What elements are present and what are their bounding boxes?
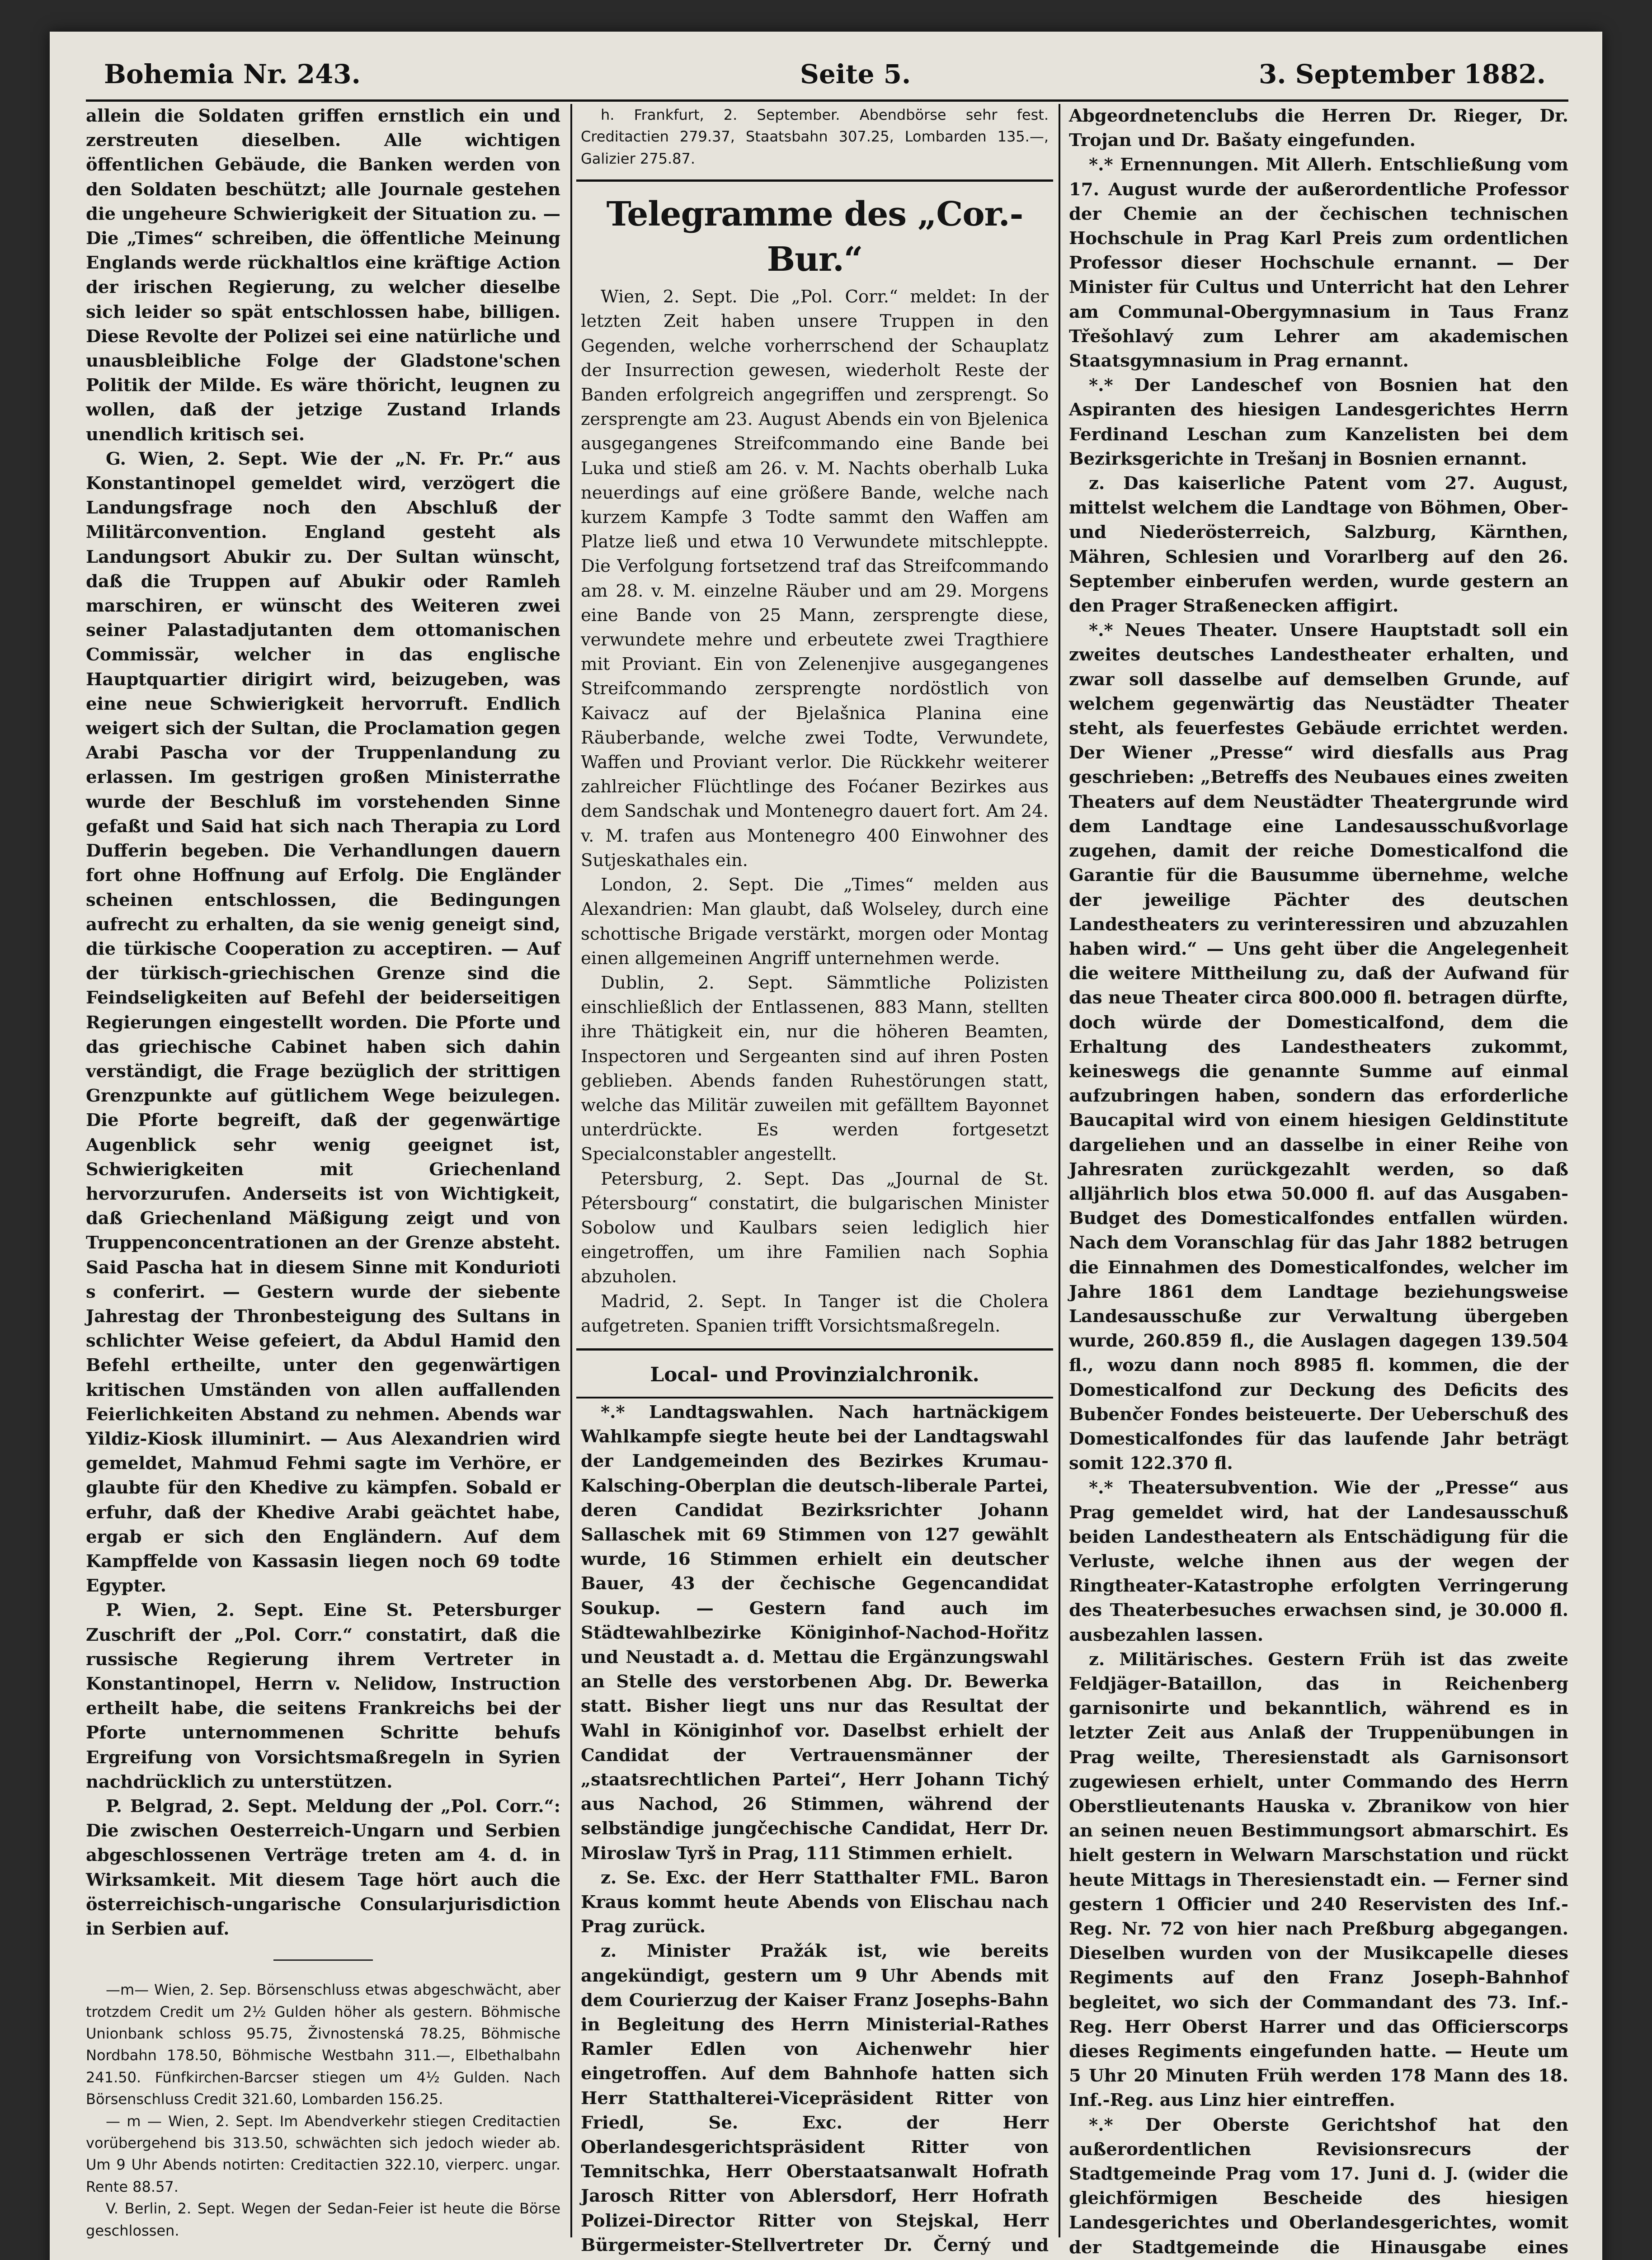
boerse-berlin: V. Berlin, 2. Sept. Wegen der Sedan-Feier ist heute die Börse geschlossen. [86,2200,560,2239]
column-1 [86,104,560,2239]
article-wien-petersburg: P. Wien, 2. Sept. Eine St. Petersburger Zuschrift der „Pol. Corr.“ constatirt, daß die russische Regierung ihrem Vertreter in Konstantinopel, Herrn v. Nelidow, Instruction ertheilt habe, die seitens Frankreichs bei der Pforte unternommenen Schritte behufs Ergreifung von Vorsichtsmaßregeln in Syrien nachdrücklich zu unterstützen. [86,1600,560,1792]
local-continued: Abgeordnetenclubs die Herren Dr. Rieger, Dr. Trojan und Dr. Bašaty eingefunden. [1069,106,1568,151]
telegram-wien: Wien, 2. Sept. Die „Pol. Corr.“ meldet: In der letzten Zeit haben unsere Truppen in den Gegenden, welche vorherrschend der Schauplatz der Insurrection gewesen, wiederholt Reste der Banden erfolgreich angegriffen und zersprengt. So zersprengte am 23. August Abends ein von Bjelenica ausgegangenes Streifcommando eine Bande bei Luka und stieß am 26. v. M. Nachts oberhalb Luka neuerdings auf eine größere Bande, welche nach kurzem Kampfe 3 Todte sammt den Waffen am Platze ließ und etwa 10 Verwundete mitschleppte. Die Verfolgung fortsetzend traf das Streifcommando am 28. v. M. einzelne Räuber und am 29. Morgens eine Bande von 25 Mann, zersprengte diese, verwundete mehre und erbeutete zwei Tragthiere mit Proviant. Ein von Zelenenjive ausgegangenes Streifcommando zersprengte nordöstlich von Kaivacz auf der Bjelašnica Planina eine Räuberbande, welche zwei Todte, Verwundete, Waffen und Proviant verlor. Die Rückkehr weiterer zahlreicher Flüchtlinge des Foćaner Bezirkes aus dem Sandschak und Montenegro dauert fort. Am 24. v. M. trafen aus Montenegro 400 Einwohner des Sutjeskathales ein. [581,287,1049,871]
local-statthalter: z. Se. Exc. der Herr Statthalter FML. Baron Kraus kommt heute Abends von Elischau nach Prag zurück. [581,1867,1049,1937]
article-wien-konstantinopel: G. Wien, 2. Sept. Wie der „N. Fr. Pr.“ aus Konstantinopel gemeldet wird, verzögert die Landungsfrage noch den Abschluß der Militärconvention. England gesteht als Landungsort Abukir zu. Der Sultan wünscht, daß die Truppen auf Abukir oder Ramleh marschiren, er wünscht des Weiteren zwei seiner Palastadjutanten dem ottomanischen Commissär, welcher in das englische Hauptquartier dirigirt wird, beizugeben, was eine neue Schwierigkeit hervorruft. Endlich weigert sich der Sultan, die Proclamation gegen Arabi Pascha vor der Truppenlandung zu erlassen. Im gestrigen großen Ministerrathe wurde der Beschluß im vorstehenden Sinne gefaßt und Said hat sich nach Therapia zu Lord Dufferin begeben. Die Verhandlungen dauern fort ohne Hoffnung auf Erfolg. Die Engländer scheinen entschlossen, die Bedingungen aufrecht zu erhalten, da sie wenig geneigt sind, die türkische Cooperation zu acceptiren. — Auf der türkisch-griechischen Grenze sind die Feindseligkeiten auf Befehl der beiderseitigen Regierungen eingestellt worden. Die Pforte und das griechische Cabinet haben sich dahin verständigt, die Frage bezüglich der strittigen Grenzpunkte auf gütlichem Wege beizulegen. Die Pforte begreift, daß der gegenwärtige Augenblick sehr wenig geeignet ist, Schwierigkeiten mit Griechenland hervorzurufen. Anderseits ist von Wichtigkeit, daß Griechenland Mäßigung zeigt und von Truppenconcentrationen an der Grenze absteht. Said Pascha hat in diesem Sinne mit Kondurioti s conferirt. — Gestern wurde der siebente Jahrestag der Thronbesteigung des Sultans in schlichter Weise gefeiert, da Abdul Hamid den Befehl ertheilte, unter den gegenwärtigen kritischen Umständen von allen auffallenden Feierlichkeiten Abstand zu nehmen. Abends war Yildiz-Kiosk illuminirt. — Aus Alexandrien wird gemeldet, Mahmud Fehmi sagte im Verhöre, er glaubte für den Khedive zu kämpfen. Sobald er erfuhr, daß der Khedive Arabi geächtet habe, ergab er sich den Engländern. Auf dem Kampffelde von Kassasin liegen noch 69 todte Egypter. [86,448,560,1596]
local-theatersubvention: *.* Theatersubvention. Wie der „Presse“ aus Prag gemeldet wird, hat der Landesausschuß beiden Landestheatern als Entschädigung für die Verluste, welche ihnen aus der wegen der Ringtheater-Katastrophe erfolgten Verringerung des Theaterbesuches erwachsen sind, je 30.000 fl. ausbezahlen lassen. [1069,1478,1568,1645]
newspaper-issue: Bohemia Nr. 243. [104,59,361,89]
local-landeschef-bosnien: *.* Der Landeschef von Bosnien hat den Aspiranten des hiesigen Landesgerichtes Herrn Ferdinand Leschan zum Kanzelisten bei dem Bezirksgerichte in Trešanj in Bosnien ernannt. [1069,375,1568,469]
column-rule-2 [1059,104,1060,2237]
boerse-wien: —m— Wien, 2. Sep. Börsenschluss etwas abgeschwächt, aber trotzdem Credit um 2½ Gulden höher als gestern. Böhmische Unionbank schloss 95.75, Živnostenská 78.25, Böhmische Nordbahn 178.50, Böhmische Westbahn 311.—, Elbethalbahn 241.50. Fünfkirchen-Barcser stiegen um 4½ Gulden. Nach Börsenschluss Credit 321.60, Lombarden 156.25. [86,1981,560,2108]
section-divider [576,1397,1053,1398]
local-neues-theater: *.* Neues Theater. Unsere Hauptstadt soll ein zweites deutsches Landestheater erhalten, und zwar soll dasselbe auf demselben Grunde, auf welchem gegenwärtig das Neustädter Theater steht, als feuerfestes Gebäude errichtet werden. Der Wiener „Presse“ wird diesfalls aus Prag geschrieben: „Betreffs des Neubaues eines zweiten Theaters auf dem Neustädter Theatergrunde wird dem Landtage eine Landesausschußvorlage zugehen, damit der reiche Domesticalfond die Garantie für die Bausumme übernehme, welche der jeweilige Pächter des deutschen Landestheaters zu verinteressiren und abzuzahlen haben wird.“ — Uns geht über die Angelegenheit die weitere Mittheilung zu, daß der Aufwand für das neue Theater circa 800.000 fl. betragen dürfte, doch würde der Domesticalfond, dem die Erhaltung des Landestheaters zukommt, keineswegs die genannte Summe auf einmal aufzubringen haben, sondern das erforderliche Baucapital wird von einem hiesigen Geldinstitute dargeliehen und an dasselbe in einer Reihe von Jahresraten zurückgezahlt werden, so daß alljährlich blos etwa 50.000 fl. auf das Ausgaben-Budget des Domesticalfondes entfallen würden. Nach dem Voranschlag für das Jahr 1882 betrugen die Einnahmen des Domesticalfondes, welcher im Jahre 1861 dem Landtage beziehungsweise Landesausschuße zur Verwaltung übergeben wurde, 260.859 fl., die Auslagen dagegen 139.504 fl., wozu dann noch 8985 fl. kommen, die der Domesticalfond zur Deckung des Deficits des Bubenčer Fondes beisteuerte. Der Ueberschuß des Domesticalfondes für das laufende Jahr beträgt somit 122.370 fl. [1069,620,1568,1474]
section-divider [273,1959,373,1961]
local-section-title: Local- und Provinzialchronik. [650,1363,979,1386]
local-minister-prazak: z. Minister Pražák ist, wie bereits angekündigt, gestern um 9 Uhr Abends mit dem Courierzug der Kaiser Franz Josephs-Bahn in Begleitung des Herrn Ministerial-Rathes Ramler Edlen von Aichenwehr hier eingetroffen. Auf dem Bahnhofe hatten sich Herr Statthalterei-Vicepräsident Ritter von Friedl, Se. Exc. der Herr Oberlandesgerichtspräsident Ritter von Temnitschka, Herr Oberstaatsanwalt Hofrath Jarosch Ritter von Ablersdorf, Herr Hofrath Polizei-Director Ritter von Stejskal, Herr Bürgermeister-Stellvertreter Dr. Černý und [581,1941,1049,2255]
section-divider [576,179,1053,182]
article-belgrad: P. Belgrad, 2. Sept. Meldung der „Pol. Corr.“: Die zwischen Oesterreich-Ungarn und Serbien abgeschlossenen Verträge treten am 4. d. in Wirksamkeit. Mit diesem Tage hört auch die österreichisch-ungarische Consularjurisdiction in Serbien auf. [86,1796,560,1940]
boerse-frankfurt: h. Frankfurt, 2. September. Abendbörse sehr fest. Creditactien 279.37, Staatsbahn 307.25, Lombarden 135.—, Galizier 275.87. [581,106,1049,167]
local-militaerisches: z. Militärisches. Gestern Früh ist das zweite Feldjäger-Bataillon, das in Reichenberg garnisonirte und bekanntlich, während es in letzter Zeit aus Anlaß der Truppenübungen in Prag weilte, Theresienstadt als Garnisonsort zugewiesen erhielt, unter Commando des Herrn Oberstlieutenants Hauska v. Zbranikow von hier an seinen neuen Bestimmungsort abmarschirt. Es hielt gestern in Welwarn Marschstation und rückt heute Mittags in Theresienstadt ein. — Ferner sind gestern 1 Officier und 240 Reservisten des Inf.-Reg. Nr. 72 von hier nach Preßburg abgegangen. Dieselben wurden von der Musikcapelle dieses Regiments auf den Franz Joseph-Bahnhof begleitet, wo sich der Commandant des 73. Inf.-Reg. Herr Oberst Harrer und das Officierscorps dieses Regiments eingefunden hatte. — Heute um 5 Uhr 20 Minuten Früh werden 178 Mann des 18. Inf.-Reg. aus Linz hier eintreffen. [1069,1649,1568,2111]
local-kaiserliches-patent: z. Das kaiserliche Patent vom 27. August, mittelst welchem die Landtage von Böhmen, Ober- und Niederösterreich, Salzburg, Kärnthen, Mähren, Schlesien und Vorarlberg auf den 26. September einberufen werden, wurde gestern an den Prager Straßenecken affigirt. [1069,473,1568,617]
page-number: Seite 5. [800,59,911,89]
column-3 [1069,104,1568,2258]
page-header [104,50,1546,99]
local-ernennungen: *.* Ernennungen. Mit Allerh. Entschließung vom 17. August wurde der außerordentliche Professor der Chemie an der čechischen technischen Hochschule in Prag Karl Preis zum ordentlichen Professor dieser Hochschule ernannt. — Der Minister für Cultus und Unterricht hat den Lehrer am Communal-Obergymnasium in Taus Franz Třešohlavý zum Lehrer am akademischen Staatsgymnasium in Prag ernannt. [1069,155,1568,372]
telegram-dublin: Dublin, 2. Sept. Sämmtliche Polizisten einschließlich der Entlassenen, 883 Mann, stellten ihre Thätigkeit ein, nur die höheren Beamten, Inspectoren und Sergeanten sind auf ihren Posten geblieben. Abends fanden Ruhestörungen statt, welche das Militär zuweilen mit gefälltem Bayonnet unterdrückte. Es werden fortgesetzt Specialconstabler angestellt. [581,972,1049,1165]
telegram-london: London, 2. Sept. Die „Times“ melden aus Alexandrien: Man glaubt, daß Wolseley, durch eine schottische Brigade verstärkt, morgen oder Montag einen allgemeinen Angriff unternehmen werde. [581,875,1049,969]
local-oberster-gerichtshof: *.* Der Oberste Gerichtshof hat den außerordentlichen Revisionsrecurs der Stadtgemeinde Prag vom 17. Juni d. J. (wider die gleichförmigen Bescheide des hiesigen Landesgerichtes und Oberlandesgerichtes, womit der Stadtgemeinde die Hinausgabe eines [1069,2114,1568,2258]
newspaper-page [50,32,1602,2260]
article-text: allein die Soldaten griffen ernstlich ein und zerstreuten dieselben. Alle wichtigen öffentlichen Gebäude, die Banken werden von den Soldaten beschützt; alle Journale gestehen die ungeheure Schwierigkeit der Situation zu. — Die „Times“ schreiben, die öffentliche Meinung Englands werde rückhaltlos eine kräftige Action der irischen Regierung, zu welcher dieselbe sich leider so spät entschlossen habe, billigen. Diese Revolte der Polizei sei eine natürliche und unausbleibliche Folge der Gladstone'schen Politik der Milde. Es wäre thöricht, leugnen zu wollen, daß der jetzige Zustand Irlands unendlich kritisch sei. [86,106,560,445]
boerse-wien-abend: — m — Wien, 2. Sept. Im Abendverkehr stiegen Creditactien vorübergehend bis 313.50, schwächten sich jedoch wieder ab. Um 9 Uhr Abends notirten: Creditactien 322.10, vierperc. ungar. Rente 88.57. [86,2112,560,2195]
column-rule-1 [570,104,572,2237]
telegram-madrid: Madrid, 2. Sept. In Tanger ist die Cholera aufgetreten. Spanien trifft Vorsichtsmaßregeln. [581,1291,1049,1336]
telegram-section-title: Telegramme des „Cor.-Bur.“ [606,195,1023,279]
column-2 [581,104,1049,2255]
section-divider [576,1348,1053,1351]
telegram-petersburg: Petersburg, 2. Sept. Das „Journal de St. Pétersbourg“ constatirt, die bulgarischen Minister Sobolow und Kaulbars seien lediglich hier eingetroffen, um ihre Familien nach Sophia abzuholen. [581,1168,1049,1287]
header-rule [86,99,1568,102]
local-landtagswahlen: *.* Landtagswahlen. Nach hartnäckigem Wahlkampfe siegte heute bei der Landtagswahl der Landgemeinden des Bezirkes Krumau-Kalsching-Oberplan die deutsch-liberale Partei, deren Candidat Bezirksrichter Johann Sallaschek mit 69 Stimmen von 127 gewählt wurde, 16 Stimmen erhielt ein deutscher Bauer, 43 der čechische Gegencandidat Soukup. — Gestern fand auch im Städtewahlbezirke Königinhof-Nachod-Hořitz und Neustadt a. d. Mettau die Ergänzungswahl an Stelle des verstorbenen Abg. Dr. Bewerka statt. Bisher liegt uns nur das Resultat der Wahl in Königinhof vor. Daselbst erhielt der Candidat der Vertrauensmänner der „staatsrechtlichen Partei“, Herr Johann Tichý aus Nachod, 26 Stimmen, während der selbständige jungčechische Candidat, Herr Dr. Miroslaw Tyrš in Prag, 111 Stimmen erhielt. [581,1402,1049,1864]
issue-date: 3. September 1882. [1259,59,1546,89]
